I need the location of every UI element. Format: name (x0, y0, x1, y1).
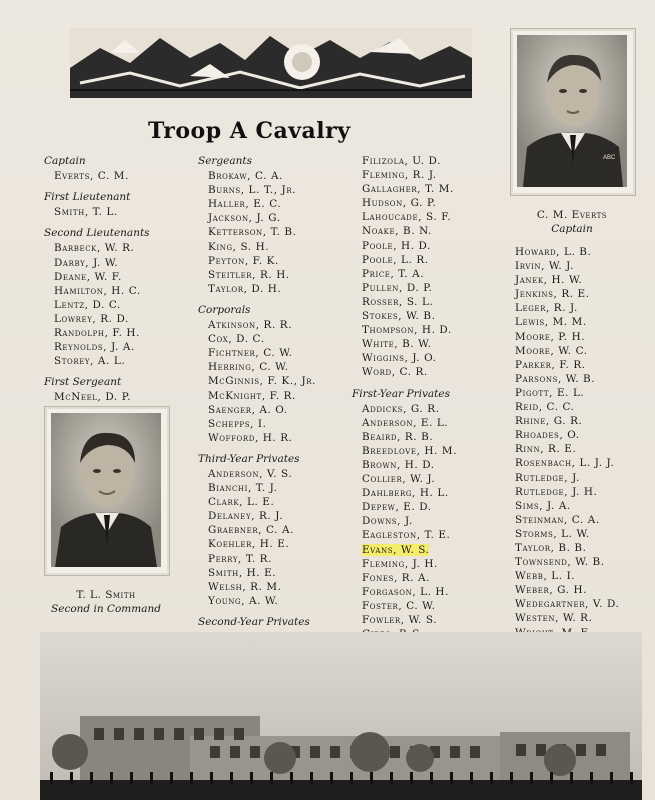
name-list (54, 169, 184, 183)
member-name (208, 389, 348, 403)
member-name-text: Sims, J. A. (515, 499, 571, 512)
captain-portrait (510, 28, 636, 196)
member-name-text: Anderson, V. S. (208, 467, 293, 480)
member-name-text: Breedlove, H. M. (362, 444, 457, 457)
roster-section (198, 303, 348, 445)
member-name (208, 552, 348, 566)
member-name-text: Forgason, L. H. (362, 585, 450, 598)
member-name (362, 416, 502, 430)
member-name (515, 513, 645, 527)
member-name (54, 326, 184, 340)
member-name (515, 273, 645, 287)
member-name-text: Rhine, G. R. (515, 415, 583, 428)
member-name-text: Filizola, U. D. (362, 155, 441, 167)
member-name-text: Ketterson, T. B. (208, 226, 297, 239)
member-name (362, 585, 502, 599)
member-name (54, 169, 184, 183)
member-name (208, 431, 348, 445)
member-name (515, 400, 645, 414)
member-name (515, 330, 645, 344)
roster-section (44, 154, 184, 183)
member-name (362, 168, 502, 182)
member-name-text: McKnight, F. R. (208, 389, 296, 402)
member-name (54, 340, 184, 354)
second-caption-name: T. L. Smith (76, 589, 136, 601)
member-name (208, 332, 348, 346)
second-caption-role: Second in Command (51, 603, 161, 615)
member-name (208, 211, 348, 225)
member-name-text: Howard, L. B. (515, 246, 592, 258)
name-list (515, 245, 645, 668)
member-name-text: Steitler, R. H. (208, 268, 290, 281)
member-name-text: Leger, R. J. (515, 302, 578, 315)
member-name (208, 225, 348, 239)
member-name (515, 583, 645, 597)
member-name-text: Randolph, F. H. (54, 327, 140, 340)
member-name-text: Hamilton, H. C. (54, 284, 141, 297)
member-name (362, 154, 502, 168)
member-name (208, 523, 348, 537)
member-name (515, 301, 645, 315)
member-name-text: Peyton, F. K. (208, 254, 279, 267)
roster-section (198, 452, 348, 608)
member-name (54, 390, 184, 404)
member-name-text: Perry, T. R. (208, 552, 272, 565)
member-name-text: Weber, G. H. (515, 584, 588, 597)
member-name (54, 241, 184, 255)
portrait-image (51, 413, 161, 567)
page-title: Troop A Cavalry (148, 118, 351, 144)
member-name (362, 613, 502, 627)
member-name (362, 444, 502, 458)
member-name (208, 282, 348, 296)
member-name-text: Pigott, E. L. (515, 386, 585, 399)
member-name-text: Smith, H. E. (208, 566, 277, 579)
member-name (208, 346, 348, 360)
member-name (208, 467, 348, 481)
member-name (362, 557, 502, 571)
captain-caption (510, 208, 634, 236)
member-name-text: Lewis, M. M. (515, 316, 587, 329)
member-name (208, 197, 348, 211)
member-name-text: Dahlberg, H. L. (362, 487, 449, 500)
member-name-text: Fowler, W. S. (362, 614, 438, 626)
member-name-text: Price, T. A. (362, 267, 425, 280)
member-name-text: Moore, W. C. (515, 344, 588, 357)
member-name-text: King, S. H. (208, 240, 270, 253)
member-name-text: Atkinson, R. R. (208, 319, 293, 332)
name-list (208, 318, 348, 445)
member-name-text: Irvin, W. J. (515, 260, 575, 273)
member-name-text: Storey, A. L. (54, 355, 126, 368)
member-name (362, 571, 502, 585)
member-name-text: Rhoades, O. (515, 429, 580, 442)
section-title: First Sergeant (44, 376, 122, 389)
member-name (515, 569, 645, 583)
member-name (208, 374, 348, 388)
name-list (208, 467, 348, 608)
member-name-text: Anderson, E. L. (362, 416, 449, 429)
member-name (208, 268, 348, 282)
member-name (54, 284, 184, 298)
roster-section (505, 245, 645, 668)
roster-section (44, 190, 184, 219)
member-name-text: Young, A. W. (208, 594, 279, 607)
member-name (362, 196, 502, 210)
member-name (362, 365, 502, 379)
member-name (362, 486, 502, 500)
member-name-text: Wofford, H. R. (208, 431, 293, 444)
member-name-text: Rutledge, J. (515, 471, 580, 484)
member-name-text: Fones, R. A. (362, 571, 431, 584)
roster-column-right (352, 154, 502, 669)
roster-column-left (44, 154, 184, 405)
member-name (362, 472, 502, 486)
roster-section (44, 226, 184, 368)
member-name-text: Hudson, G. P. (362, 197, 437, 210)
member-name-text: Rosser, S. L. (362, 295, 434, 308)
member-name-text: Evans, W. S. (362, 543, 430, 556)
member-name (362, 253, 502, 267)
member-name (362, 239, 502, 253)
member-name-text: Brown, H. D. (362, 458, 435, 471)
section-title: Second Lieutenants (44, 227, 150, 240)
member-name-text: Delaney, R. J. (208, 510, 284, 523)
section-title: Captain (44, 155, 86, 167)
member-name-text: Darby, J. W. (54, 256, 119, 269)
second-portrait (44, 406, 170, 576)
member-name-text: Rosenbach, L. J. J. (515, 457, 615, 470)
member-name (515, 499, 645, 513)
member-name (515, 386, 645, 400)
member-name (362, 267, 502, 281)
roster-section (198, 154, 348, 296)
member-name (515, 315, 645, 329)
member-name-text: McNeel, D. P. (54, 391, 132, 404)
member-name-text: Welsh, R. M. (208, 580, 282, 593)
member-name (515, 358, 645, 372)
member-name (208, 417, 348, 431)
member-name (208, 183, 348, 197)
member-name (208, 580, 348, 594)
member-name (208, 360, 348, 374)
member-name (208, 169, 348, 183)
member-name-text: Jenkins, R. E. (515, 288, 590, 301)
collar-insignia-text: ABC (603, 155, 616, 161)
roster-column-far-right (505, 245, 645, 668)
member-name-text: Lahoucade, S. F. (362, 211, 452, 224)
member-name-text: Cox, D. C. (208, 333, 265, 346)
member-name-text: Rinn, R. E. (515, 443, 577, 456)
member-name-text: Word, C. R. (362, 366, 428, 379)
member-name-text: Graebner, C. A. (208, 524, 294, 537)
member-name (208, 240, 348, 254)
name-list (54, 390, 184, 404)
name-list (362, 402, 502, 670)
member-name-text: Deane, W. F. (54, 270, 122, 283)
member-name-text: Noake, B. N. (362, 225, 433, 238)
member-name-text: Koehler, H. E. (208, 538, 290, 551)
section-title: Corporals (198, 303, 251, 316)
member-name (362, 599, 502, 613)
member-name-text: Wiggins, J. O. (362, 352, 437, 365)
member-name-text: Pullen, D. P. (362, 281, 433, 294)
member-name (362, 281, 502, 295)
member-name (208, 495, 348, 509)
member-name-text: Addicks, G. R. (362, 402, 440, 415)
member-name-text: Townsend, W. B. (515, 556, 605, 569)
member-name (54, 354, 184, 368)
member-name (515, 287, 645, 301)
member-name (54, 256, 184, 270)
member-name (515, 456, 645, 470)
member-name-text: Bianchi, T. J. (208, 482, 278, 495)
member-name-text: White, B. W. (362, 338, 432, 351)
member-name (515, 259, 645, 273)
section-title: First Lieutenant (44, 191, 131, 204)
member-name (515, 597, 645, 611)
member-name (515, 485, 645, 499)
member-name (54, 270, 184, 284)
member-name-text: Janek, H. W. (515, 274, 583, 287)
member-name-text: Schepps, I. (208, 417, 267, 430)
member-name-text: Parsons, W. B. (515, 372, 596, 385)
member-name-text: Fleming, J. H. (362, 557, 438, 570)
member-name (54, 312, 184, 326)
member-name-text: Poole, L. R. (362, 253, 429, 266)
member-name-text: Everts, C. M. (54, 170, 129, 183)
name-list (362, 154, 502, 380)
member-name-text: Burns, L. T., Jr. (208, 184, 297, 197)
member-name-text: Herring, C. W. (208, 361, 289, 374)
member-name-text: Reynolds, J. A. (54, 341, 135, 354)
member-name (208, 403, 348, 417)
roster-section (44, 375, 184, 404)
member-name (208, 566, 348, 580)
portrait-image (517, 35, 627, 187)
member-name (54, 205, 184, 219)
member-name-text: Westen, W. R. (515, 612, 593, 625)
member-name (515, 471, 645, 485)
member-name-text: Webb, L. I. (515, 570, 576, 583)
member-name-text: Reid, C. C. (515, 401, 575, 414)
member-name (208, 537, 348, 551)
member-name-text: Lentz, D. C. (54, 298, 121, 311)
second-caption (44, 588, 168, 616)
member-name-text: Depew, E. D. (362, 501, 432, 514)
member-name-text: Clark, L. E. (208, 496, 275, 509)
roster-section (352, 154, 502, 380)
member-name-text: Downs, J. (362, 515, 413, 528)
section-title: First-Year Privates (352, 387, 450, 400)
member-name-text: Steinman, C. A. (515, 513, 600, 526)
member-name (362, 351, 502, 365)
member-name (208, 509, 348, 523)
member-name-text: Storms, L. W. (515, 527, 590, 540)
member-name-text: Haller, E. C. (208, 198, 282, 211)
member-name-text: Stokes, W. B. (362, 310, 436, 323)
member-name-text: Jackson, J. G. (208, 212, 281, 225)
member-name-text: McGinnis, F. K., Jr. (208, 375, 317, 388)
member-name (515, 245, 645, 259)
member-name (515, 541, 645, 555)
member-name-text: Fichtner, C. W. (208, 347, 293, 360)
member-name (208, 254, 348, 268)
member-name (515, 428, 645, 442)
member-name (515, 611, 645, 625)
member-name (208, 594, 348, 608)
section-title: Third-Year Privates (198, 452, 300, 465)
member-name (362, 543, 502, 557)
roster-section (352, 387, 502, 670)
member-name-text: Fleming, R. J. (362, 169, 437, 182)
member-name (362, 337, 502, 351)
member-name-text: Smith, T. L. (54, 206, 118, 219)
member-name-text: Eagleston, T. E. (362, 529, 451, 542)
member-name-text: Brokaw, C. A. (208, 170, 283, 183)
member-name-text: Gallagher, T. M. (362, 183, 454, 196)
member-name (362, 295, 502, 309)
member-name-text: Barbeck, W. R. (54, 242, 135, 255)
member-name (362, 514, 502, 528)
member-name-text: Rutledge, J. H. (515, 485, 598, 498)
name-list (54, 241, 184, 368)
decorative-battle-banner (70, 28, 472, 98)
member-name-text: Lowrey, R. D. (54, 312, 129, 325)
member-name (362, 500, 502, 514)
member-name (362, 430, 502, 444)
section-title: Second-Year Privates (198, 615, 310, 628)
member-name (362, 224, 502, 238)
member-name (362, 309, 502, 323)
member-name (362, 210, 502, 224)
member-name-text: Foster, C. W. (362, 599, 436, 612)
captain-caption-role: Captain (551, 223, 593, 235)
member-name (362, 323, 502, 337)
member-name (362, 458, 502, 472)
member-name-text: Collier, W. J. (362, 473, 436, 486)
member-name-text: Moore, P. H. (515, 330, 586, 343)
barracks-photo (40, 632, 642, 800)
member-name-text: Thompson, H. D. (362, 324, 452, 337)
member-name-text: Taylor, D. H. (208, 282, 282, 295)
member-name-text: Taylor, B. B. (515, 541, 587, 554)
member-name (515, 527, 645, 541)
member-name (362, 182, 502, 196)
member-name-text: Saenger, A. O. (208, 403, 288, 416)
name-list (54, 205, 184, 219)
member-name-text: Beaird, R. B. (362, 430, 434, 443)
member-name-text: Parker, F. R. (515, 358, 586, 371)
section-title: Sergeants (198, 155, 252, 167)
member-name (362, 402, 502, 416)
member-name (515, 442, 645, 456)
member-name (208, 318, 348, 332)
member-name (515, 372, 645, 386)
member-name (515, 555, 645, 569)
member-name-text: Wedegartner, V. D. (515, 598, 620, 611)
member-name (208, 481, 348, 495)
member-name-text: Poole, H. D. (362, 239, 431, 252)
member-name (362, 528, 502, 542)
name-list (208, 169, 348, 296)
roster-column-middle (198, 154, 348, 658)
captain-caption-name: C. M. Everts (536, 209, 608, 221)
member-name (515, 414, 645, 428)
member-name (54, 298, 184, 312)
member-name (515, 344, 645, 358)
